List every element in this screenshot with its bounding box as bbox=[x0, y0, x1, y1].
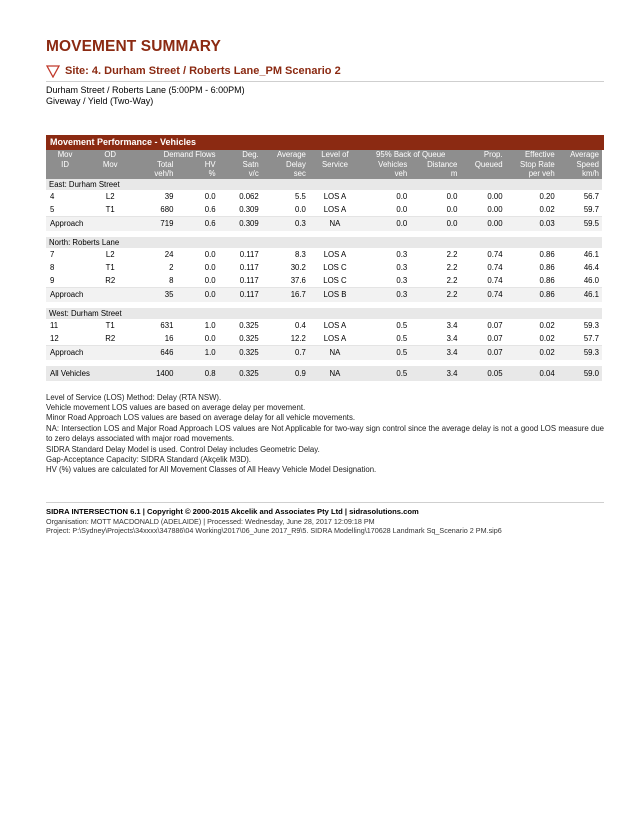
average-speed: 46.4 bbox=[583, 262, 599, 272]
average-speed: 46.0 bbox=[583, 275, 599, 285]
deg-satn: 0.117 bbox=[239, 249, 259, 259]
queue-vehicles: 0.0 bbox=[396, 191, 408, 201]
header-cell: Vehicles bbox=[361, 160, 410, 170]
header-cell: Distance bbox=[410, 160, 460, 170]
note-line: Vehicle movement LOS values are based on average delay per movement. bbox=[46, 402, 306, 412]
mov-id: 11 bbox=[50, 320, 59, 330]
section-label: North: Roberts Lane bbox=[46, 237, 602, 248]
note-line: Minor Road Approach LOS values are based on average delay for all vehicle movements. bbox=[46, 413, 356, 423]
deg-satn: 0.309 bbox=[219, 216, 262, 231]
header-cell: Satn bbox=[219, 160, 262, 170]
table-title: Movement Performance - Vehicles bbox=[46, 135, 604, 150]
od-mov: T1 bbox=[105, 262, 115, 272]
header-cell: Mov bbox=[84, 160, 136, 170]
average-delay: 0.9 bbox=[262, 366, 309, 381]
mov-id: 5 bbox=[50, 204, 55, 214]
stop-rate: 0.20 bbox=[539, 191, 555, 201]
queue-vehicles: 0.0 bbox=[396, 204, 408, 214]
queue-distance: 3.4 bbox=[410, 366, 460, 381]
total-flow: 646 bbox=[136, 345, 176, 360]
od-mov: R2 bbox=[105, 275, 116, 285]
approach-row bbox=[46, 216, 602, 231]
od-mov: T1 bbox=[105, 204, 115, 214]
hv-percent: 1.0 bbox=[204, 320, 216, 330]
deg-satn: 0.325 bbox=[219, 345, 262, 360]
header-cell: Speed bbox=[558, 160, 602, 170]
stop-rate: 0.02 bbox=[506, 345, 558, 360]
header-row-3 bbox=[46, 169, 602, 179]
footer-copyright: SIDRA INTERSECTION 6.1 | Copyright © 2000-2015 Akcelik and Associates Pty Ltd | sidrasolutions.com bbox=[46, 506, 419, 516]
queue-vehicles: 0.5 bbox=[361, 345, 410, 360]
level-of-service: NA bbox=[309, 216, 361, 231]
stop-rate: 0.86 bbox=[539, 249, 555, 259]
header-cell: Average bbox=[558, 150, 602, 160]
queue-vehicles: 0.3 bbox=[396, 262, 408, 272]
level-of-service: LOS A bbox=[323, 249, 347, 259]
level-of-service: LOS A bbox=[323, 320, 347, 330]
prop-queued: 0.74 bbox=[487, 262, 503, 272]
prop-queued: 0.05 bbox=[460, 366, 505, 381]
header-cell: m bbox=[410, 169, 460, 179]
note-line: SIDRA Standard Delay Model is used. Control Delay includes Geometric Delay. bbox=[46, 444, 320, 454]
queue-distance: 0.0 bbox=[446, 191, 458, 201]
total-flow: 39 bbox=[164, 191, 174, 201]
approach-label: Approach bbox=[46, 287, 136, 302]
queue-vehicles: 0.3 bbox=[396, 275, 408, 285]
header-cell bbox=[460, 169, 505, 179]
hv-percent: 0.0 bbox=[204, 333, 216, 343]
table-row bbox=[46, 274, 602, 288]
total-flow: 680 bbox=[160, 204, 174, 214]
prop-queued: 0.07 bbox=[460, 345, 505, 360]
stop-rate: 0.86 bbox=[539, 275, 555, 285]
level-of-service: NA bbox=[309, 345, 361, 360]
od-mov: T1 bbox=[105, 320, 115, 330]
section-row-north bbox=[46, 237, 602, 248]
queue-vehicles: 0.3 bbox=[361, 287, 410, 302]
total-flow: 631 bbox=[160, 320, 174, 330]
note-line: Gap-Acceptance Capacity: SIDRA Standard (Akçelik M3D). bbox=[46, 454, 251, 464]
header-cell: Total bbox=[136, 160, 176, 170]
notes bbox=[46, 393, 604, 476]
total-flow: 719 bbox=[136, 216, 176, 231]
level-of-service: LOS A bbox=[323, 191, 347, 201]
mov-id: 8 bbox=[50, 262, 55, 272]
queue-vehicles: 0.5 bbox=[361, 366, 410, 381]
section-row-east bbox=[46, 179, 602, 190]
prop-queued: 0.74 bbox=[460, 287, 505, 302]
header-cell bbox=[309, 169, 361, 179]
queue-vehicles: 0.3 bbox=[396, 249, 408, 259]
approach-row bbox=[46, 287, 602, 302]
header-cell: Effective bbox=[506, 150, 558, 160]
all-vehicles-label: All Vehicles bbox=[46, 366, 136, 381]
footer-organisation: Organisation: MOTT MACDONALD (ADELAIDE) | Processed: Wednesday, June 28, 2017 12:09:18 PM bbox=[46, 516, 375, 526]
note-line: NA: Intersection LOS and Major Road Approach LOS values are Not Applicable for two-way sign control since the average delay is not a good LOS measure due to zero delays associated with major road movements. bbox=[46, 423, 604, 444]
hv-percent: 0.8 bbox=[176, 366, 218, 381]
total-flow: 8 bbox=[169, 275, 174, 285]
total-flow: 2 bbox=[169, 262, 174, 272]
control-type: Giveway / Yield (Two-Way) bbox=[46, 96, 154, 106]
approach-label: Approach bbox=[46, 216, 136, 231]
all-vehicles-row bbox=[46, 366, 602, 381]
od-mov: L2 bbox=[105, 191, 115, 201]
header-cell: Level of bbox=[309, 150, 361, 160]
prop-queued: 0.74 bbox=[487, 249, 503, 259]
header-cell: HV bbox=[176, 160, 218, 170]
queue-distance: 0.0 bbox=[446, 204, 458, 214]
queue-distance: 0.0 bbox=[410, 216, 460, 231]
queue-distance: 2.2 bbox=[446, 249, 458, 259]
stop-rate: 0.86 bbox=[506, 287, 558, 302]
average-speed: 59.5 bbox=[558, 216, 602, 231]
header-cell: ID bbox=[46, 160, 84, 170]
deg-satn: 0.309 bbox=[239, 204, 259, 214]
header-cell: 95% Back of Queue bbox=[361, 150, 460, 160]
table-row bbox=[46, 332, 602, 346]
total-flow: 16 bbox=[164, 333, 174, 343]
stop-rate: 0.02 bbox=[539, 333, 555, 343]
average-speed: 46.1 bbox=[558, 287, 602, 302]
header-cell: Prop. bbox=[460, 150, 505, 160]
header-cell: km/h bbox=[558, 169, 602, 179]
header-cell bbox=[84, 169, 136, 179]
prop-queued: 0.07 bbox=[487, 333, 503, 343]
average-delay: 0.0 bbox=[295, 204, 306, 214]
approach-label: Approach bbox=[46, 345, 136, 360]
header-cell: Average bbox=[262, 150, 309, 160]
queue-distance: 2.2 bbox=[410, 287, 460, 302]
deg-satn: 0.325 bbox=[219, 366, 262, 381]
divider bbox=[46, 81, 604, 82]
header-cell: Delay bbox=[262, 160, 309, 170]
site-title: Site: 4. Durham Street / Roberts Lane_PM Scenario 2 bbox=[65, 65, 341, 77]
stop-rate: 0.86 bbox=[539, 262, 555, 272]
level-of-service: LOS B bbox=[309, 287, 361, 302]
average-speed: 46.1 bbox=[583, 249, 599, 259]
header-cell: % bbox=[176, 169, 218, 179]
queue-distance: 3.4 bbox=[410, 345, 460, 360]
stop-rate: 0.04 bbox=[506, 366, 558, 381]
deg-satn: 0.325 bbox=[239, 333, 259, 343]
header-cell: v/c bbox=[219, 169, 262, 179]
od-mov: R2 bbox=[105, 333, 116, 343]
mov-id: 12 bbox=[50, 333, 59, 343]
queue-vehicles: 0.5 bbox=[396, 320, 408, 330]
hv-percent: 0.0 bbox=[204, 262, 216, 272]
movement-performance-table bbox=[46, 135, 604, 381]
stop-rate: 0.03 bbox=[506, 216, 558, 231]
header-cell: Queued bbox=[460, 160, 505, 170]
note-line: Level of Service (LOS) Method: Delay (RTA NSW). bbox=[46, 392, 222, 402]
average-speed: 57.7 bbox=[583, 333, 599, 343]
prop-queued: 0.00 bbox=[487, 191, 503, 201]
average-delay: 0.7 bbox=[262, 345, 309, 360]
table-row bbox=[46, 261, 602, 274]
header-cell: OD bbox=[84, 150, 136, 160]
queue-distance: 2.2 bbox=[446, 262, 458, 272]
table-row bbox=[46, 190, 602, 203]
average-speed: 59.3 bbox=[583, 320, 599, 330]
queue-vehicles: 0.0 bbox=[361, 216, 410, 231]
deg-satn: 0.117 bbox=[219, 287, 262, 302]
header-cell: veh/h bbox=[136, 169, 176, 179]
header-cell: Deg. bbox=[219, 150, 262, 160]
section-label: West: Durham Street bbox=[46, 308, 602, 319]
prop-queued: 0.07 bbox=[487, 320, 503, 330]
header-cell: per veh bbox=[506, 169, 558, 179]
deg-satn: 0.117 bbox=[239, 262, 259, 272]
average-delay: 8.3 bbox=[295, 249, 306, 259]
mov-id: 9 bbox=[50, 275, 55, 285]
average-speed: 59.7 bbox=[583, 204, 599, 214]
deg-satn: 0.062 bbox=[239, 191, 259, 201]
total-flow: 1400 bbox=[136, 366, 176, 381]
average-delay: 12.2 bbox=[290, 333, 306, 343]
header-cell: Mov bbox=[46, 150, 84, 160]
hv-percent: 0.0 bbox=[204, 191, 216, 201]
section-row-west bbox=[46, 308, 602, 319]
header-cell: Demand Flows bbox=[136, 150, 218, 160]
stop-rate: 0.02 bbox=[539, 320, 555, 330]
header-row-2 bbox=[46, 160, 602, 170]
triangle-down-icon bbox=[46, 65, 60, 78]
average-speed: 56.7 bbox=[583, 191, 599, 201]
hv-percent: 1.0 bbox=[176, 345, 218, 360]
total-flow: 24 bbox=[164, 249, 174, 259]
stop-rate: 0.02 bbox=[539, 204, 555, 214]
average-delay: 16.7 bbox=[262, 287, 309, 302]
page-title: MOVEMENT SUMMARY bbox=[46, 38, 221, 55]
header-row-1 bbox=[46, 150, 602, 160]
prop-queued: 0.74 bbox=[487, 275, 503, 285]
queue-distance: 3.4 bbox=[446, 320, 458, 330]
footer-project-path: Project: P:\Sydney\Projects\34xxxx\347886\04 Working\2017\06_June 2017_R9\5. SIDRA Modelling\170628 Landmark Sq_Scenario 2 PM.sip6 bbox=[46, 526, 502, 536]
hv-percent: 0.0 bbox=[204, 249, 216, 259]
deg-satn: 0.325 bbox=[239, 320, 259, 330]
hv-percent: 0.0 bbox=[204, 275, 216, 285]
average-delay: 0.4 bbox=[295, 320, 306, 330]
note-line: HV (%) values are calculated for All Movement Classes of All Heavy Vehicle Model Designation. bbox=[46, 465, 377, 475]
total-flow: 35 bbox=[136, 287, 176, 302]
intersection-period: Durham Street / Roberts Lane (5:00PM - 6:00PM) bbox=[46, 85, 245, 95]
mov-id: 4 bbox=[50, 191, 55, 201]
od-mov: L2 bbox=[105, 249, 115, 259]
prop-queued: 0.00 bbox=[487, 204, 503, 214]
table-row bbox=[46, 248, 602, 261]
site-heading bbox=[46, 64, 604, 78]
header-cell bbox=[46, 169, 84, 179]
deg-satn: 0.117 bbox=[239, 275, 259, 285]
section-label: East: Durham Street bbox=[46, 179, 602, 190]
header-cell: veh bbox=[361, 169, 410, 179]
queue-vehicles: 0.5 bbox=[396, 333, 408, 343]
hv-percent: 0.6 bbox=[204, 204, 216, 214]
level-of-service: NA bbox=[309, 366, 361, 381]
hv-percent: 0.6 bbox=[176, 216, 218, 231]
approach-row bbox=[46, 345, 602, 360]
average-delay: 0.3 bbox=[262, 216, 309, 231]
performance-grid bbox=[46, 150, 602, 381]
level-of-service: LOS C bbox=[323, 275, 347, 285]
header-cell: sec bbox=[262, 169, 309, 179]
average-delay: 37.6 bbox=[290, 275, 306, 285]
queue-distance: 3.4 bbox=[446, 333, 458, 343]
level-of-service: LOS A bbox=[323, 333, 347, 343]
level-of-service: LOS C bbox=[323, 262, 347, 272]
table-row bbox=[46, 319, 602, 332]
table-row bbox=[46, 203, 602, 217]
average-delay: 5.5 bbox=[295, 191, 306, 201]
mov-id: 7 bbox=[50, 249, 55, 259]
level-of-service: LOS A bbox=[323, 204, 347, 214]
queue-distance: 2.2 bbox=[446, 275, 458, 285]
prop-queued: 0.00 bbox=[460, 216, 505, 231]
footer bbox=[46, 502, 604, 536]
average-speed: 59.3 bbox=[558, 345, 602, 360]
header-cell: Stop Rate bbox=[506, 160, 558, 170]
average-speed: 59.0 bbox=[558, 366, 602, 381]
hv-percent: 0.0 bbox=[176, 287, 218, 302]
average-delay: 30.2 bbox=[290, 262, 306, 272]
report-page bbox=[46, 38, 604, 536]
header-cell: Service bbox=[309, 160, 361, 170]
